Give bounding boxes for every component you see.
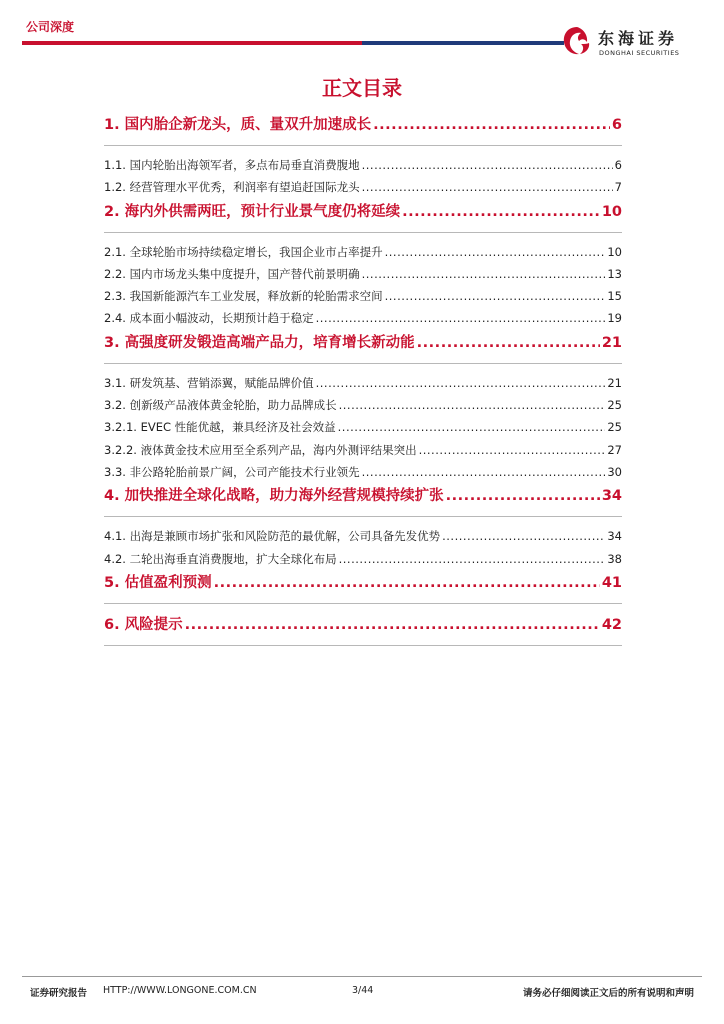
footer-disclaimer: 请务必仔细阅读正文后的所有说明和声明: [522, 988, 694, 999]
toc-dot-leader: [362, 176, 613, 198]
toc-entry-label: 2. 海内外供需两旺，预计行业景气度仍将延续: [104, 203, 401, 220]
toc-page-number: 27: [607, 442, 622, 457]
toc-dot-leader: [316, 307, 606, 329]
toc-entry-label: 2.1. 全球轮胎市场持续稳定增长，我国企业市占率提升: [104, 244, 383, 259]
header-divider-navy: [362, 41, 564, 45]
toc-entry-label: 1. 国内胎企新龙头，质、量双升加速成长: [104, 117, 372, 133]
toc-dot-leader: [362, 461, 606, 483]
toc-page-number: 42: [601, 616, 622, 633]
toc-page-number: 19: [607, 311, 622, 326]
toc-subsection-entry[interactable]: [104, 263, 622, 285]
toc-entry-label: 2.3. 我国新能源汽车工业发展，释放新的轮胎需求空间: [104, 289, 383, 304]
toc-subsection-entry[interactable]: [104, 394, 622, 416]
toc-section-entry[interactable]: [104, 612, 622, 646]
toc-subsection-entry[interactable]: [104, 372, 622, 394]
toc-page-number: 30: [607, 464, 622, 479]
toc-dot-leader: [446, 483, 600, 509]
header-divider: [22, 41, 564, 45]
toc-page-number: 25: [607, 398, 622, 413]
toc-entry-label: 3.2. 创新级产品液体黄金轮胎，助力品牌成长: [104, 398, 337, 413]
toc-dot-leader: [339, 548, 606, 570]
toc-subsection-entry[interactable]: [104, 461, 622, 483]
toc-dot-leader: [362, 263, 606, 285]
toc-subsection-entry[interactable]: [104, 525, 622, 547]
toc-dot-leader: [402, 199, 600, 225]
toc-dot-leader: [338, 416, 606, 438]
toc-page-number: 21: [607, 375, 622, 390]
toc-section-entry[interactable]: [104, 199, 622, 233]
toc-entry-label: 1.1. 国内轮胎出海领军者，多点布局垂直消费腹地: [104, 158, 360, 172]
toc-page-number: 21: [601, 334, 622, 351]
company-logo: [560, 22, 710, 62]
toc-section-entry[interactable]: [104, 483, 622, 517]
toc-page-number: 25: [607, 420, 622, 435]
report-type-tag: 公司深度: [26, 20, 75, 34]
toc-page-number: 34: [607, 529, 622, 544]
page-title: 正文目录: [322, 76, 402, 100]
toc-entry-label: 3.2.1. EVEC 性能优越，兼具经济及社会效益: [104, 420, 336, 435]
toc-dot-leader: [362, 154, 613, 176]
toc-section-entry[interactable]: [104, 330, 622, 364]
toc-page-number: 10: [607, 244, 622, 259]
toc-entry-label: 5. 估值盈利预测: [104, 574, 212, 591]
toc-page-number: 15: [607, 289, 622, 304]
toc-dot-leader: [373, 112, 610, 138]
table-of-contents: [104, 112, 622, 654]
toc-dot-leader: [339, 394, 606, 416]
toc-entry-label: 2.2. 国内市场龙头集中度提升，国产替代前景明确: [104, 266, 360, 281]
toc-entry-label: 2.4. 成本面小幅波动，长期预计趋于稳定: [104, 311, 314, 326]
toc-subsection-entry[interactable]: [104, 241, 622, 263]
toc-page-number: 7: [614, 180, 622, 195]
toc-subsection-entry[interactable]: [104, 176, 622, 198]
toc-page-number: 34: [601, 488, 622, 505]
toc-dot-leader: [442, 525, 605, 547]
footer-website-link[interactable]: HTTP://WWW.LONGONE.COM.CN: [103, 985, 257, 996]
toc-dot-leader: [419, 439, 606, 461]
toc-section-entry[interactable]: [104, 112, 622, 146]
toc-subsection-entry[interactable]: [104, 154, 622, 176]
toc-entry-label: 4.1. 出海是兼顾市场扩张和风险防范的最优解，公司具备先发优势: [104, 529, 441, 544]
toc-page-number: 13: [607, 266, 622, 281]
toc-page-number: 6: [614, 158, 622, 172]
toc-dot-leader: [185, 612, 600, 638]
toc-entry-label: 1.2. 经营管理水平优秀，利润率有望追赶国际龙头: [104, 180, 360, 195]
toc-section-entry[interactable]: [104, 570, 622, 604]
toc-subsection-entry[interactable]: [104, 439, 622, 461]
toc-dot-leader: [214, 570, 600, 596]
footer-divider: [22, 976, 702, 977]
logo-chinese-name: 东海证券: [598, 29, 679, 48]
toc-entry-label: 3.2.2. 液体黄金技术应用至全系列产品，海内外测评结果突出: [104, 442, 417, 457]
toc-subsection-entry[interactable]: [104, 548, 622, 570]
toc-page-number: 41: [601, 574, 622, 591]
toc-page-number: 10: [601, 203, 622, 220]
toc-dot-leader: [385, 285, 606, 307]
toc-entry-label: 3.3. 非公路轮胎前景广阔，公司产能技术行业领先: [104, 464, 360, 479]
toc-dot-leader: [417, 330, 600, 356]
toc-entry-label: 4. 加快推进全球化战略，助力海外经营规模持续扩张: [104, 488, 444, 505]
toc-subsection-entry[interactable]: [104, 285, 622, 307]
header-divider-red: [22, 41, 362, 45]
footer-report-label: 证券研究报告: [30, 988, 88, 999]
toc-entry-label: 3. 高强度研发锻造高端产品力，培育增长新动能: [104, 334, 415, 351]
dragon-logo-icon: [560, 24, 594, 58]
toc-dot-leader: [316, 372, 606, 394]
toc-subsection-entry[interactable]: [104, 307, 622, 329]
toc-page-number: 6: [611, 117, 622, 133]
toc-entry-label: 3.1. 研发筑基、营销添翼，赋能品牌价值: [104, 375, 314, 390]
toc-page-number: 38: [607, 551, 622, 566]
footer-page-number: 3/44: [352, 985, 374, 996]
toc-subsection-entry[interactable]: [104, 416, 622, 438]
toc-entry-label: 6. 风险提示: [104, 616, 183, 633]
toc-dot-leader: [385, 241, 606, 263]
toc-entry-label: 4.2. 二轮出海垂直消费腹地，扩大全球化布局: [104, 551, 337, 566]
logo-english-name: DONGHAI SECURITIES: [599, 49, 680, 57]
